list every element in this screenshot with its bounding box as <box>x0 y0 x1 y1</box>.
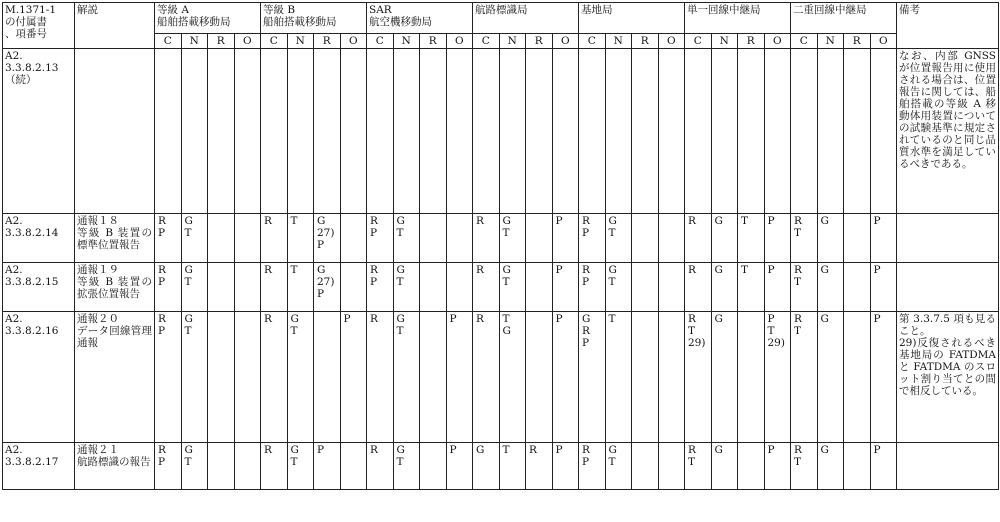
cell-sar-r <box>420 312 447 443</box>
cell-aton-o: P <box>552 443 579 490</box>
header-class-b-o: O <box>340 34 367 49</box>
cell-aton-o: P <box>552 312 579 443</box>
row-remarks: なお、内部 GNSS が位置報告用に使用される場合は、位置報告に関しては、船舶搭載の等級 A 移動体用装置についての試験基準に規定されているのと同じ品質水準を満足しているべきである。 <box>897 49 999 214</box>
header-group-simplex: 単一回線中継局 <box>685 3 791 34</box>
cell-sar-c: R P <box>367 263 394 312</box>
cell-duplex-n: G <box>817 443 844 490</box>
cell-sar-n <box>393 49 420 214</box>
header-duplex-r: R <box>844 34 871 49</box>
cell-aton-r: R <box>526 443 553 490</box>
cell-duplex-r <box>844 443 871 490</box>
cell-simplex-o: P <box>764 443 791 490</box>
row-remarks <box>897 214 999 263</box>
header-group-sar: SAR 航空機移動局 <box>367 3 473 34</box>
header-class-b-r: R <box>314 34 341 49</box>
cell-class-a-c <box>155 49 182 214</box>
cell-class-b-n: T <box>287 263 314 312</box>
cell-base-r <box>632 312 659 443</box>
cell-class-b-n <box>287 49 314 214</box>
cell-class-b-o <box>340 263 367 312</box>
cell-duplex-r <box>844 49 871 214</box>
cell-simplex-n: G <box>711 214 738 263</box>
cell-simplex-c: R <box>685 214 712 263</box>
cell-aton-n: T <box>499 443 526 490</box>
test-conformance-table <box>2 2 999 490</box>
row-remarks <box>897 443 999 490</box>
header-sar-n: N <box>393 34 420 49</box>
cell-sar-n: G T <box>393 443 420 490</box>
cell-sar-c: R <box>367 312 394 443</box>
table-row <box>3 49 999 214</box>
header-group-class-b: 等級 B 船舶搭載移動局 <box>261 3 367 34</box>
cell-base-o <box>658 214 685 263</box>
cell-duplex-c <box>791 49 818 214</box>
cell-sar-c: R <box>367 443 394 490</box>
header-simplex-o: O <box>764 34 791 49</box>
header-group-class-a: 等級 A 船舶搭載移動局 <box>155 3 261 34</box>
cell-sar-o: P <box>446 443 473 490</box>
cell-sar-o <box>446 49 473 214</box>
cell-base-o <box>658 49 685 214</box>
table-row <box>3 263 999 312</box>
cell-aton-c: R <box>473 214 500 263</box>
cell-simplex-c: R <box>685 263 712 312</box>
header-ref: M.1371-1 の付属書 、項番号 <box>3 3 75 49</box>
cell-simplex-o: P <box>764 263 791 312</box>
cell-base-r <box>632 263 659 312</box>
cell-sar-o <box>446 214 473 263</box>
row-ref: A2. 3.3.8.2.13 （続） <box>3 49 75 214</box>
cell-class-b-n: T <box>287 214 314 263</box>
cell-aton-n: G T <box>499 263 526 312</box>
cell-duplex-c: R T <box>791 214 818 263</box>
cell-class-b-o: P <box>340 312 367 443</box>
cell-duplex-o <box>870 49 897 214</box>
cell-duplex-n: G <box>817 214 844 263</box>
cell-class-b-r: G 27) P <box>314 263 341 312</box>
cell-base-r <box>632 214 659 263</box>
header-duplex-c: C <box>791 34 818 49</box>
cell-duplex-r <box>844 312 871 443</box>
cell-class-a-n: G T <box>181 312 208 443</box>
header-simplex-c: C <box>685 34 712 49</box>
table-row <box>3 214 999 263</box>
table-row <box>3 312 999 443</box>
cell-duplex-o: P <box>870 312 897 443</box>
header-class-a-c: C <box>155 34 182 49</box>
header-class-a-n: N <box>181 34 208 49</box>
cell-base-c: R P <box>579 214 606 263</box>
header-desc: 解説 <box>75 3 155 49</box>
header-base-o: O <box>658 34 685 49</box>
row-description: 通報１９ 等級 B 装置の拡張位置報告 <box>75 263 155 312</box>
cell-simplex-r: T <box>738 214 765 263</box>
table-row <box>3 443 999 490</box>
header-sar-c: C <box>367 34 394 49</box>
cell-simplex-n: G <box>711 443 738 490</box>
cell-duplex-n: G <box>817 312 844 443</box>
cell-base-r <box>632 443 659 490</box>
header-aton-o: O <box>552 34 579 49</box>
cell-class-b-r <box>314 49 341 214</box>
header-sar-o: O <box>446 34 473 49</box>
header-class-a-o: O <box>234 34 261 49</box>
cell-class-a-c: R P <box>155 312 182 443</box>
cell-aton-c: R <box>473 312 500 443</box>
cell-class-b-c: R <box>261 214 288 263</box>
cell-simplex-n <box>711 49 738 214</box>
cell-sar-c: R P <box>367 214 394 263</box>
header-class-b-n: N <box>287 34 314 49</box>
cell-class-b-n: G T <box>287 443 314 490</box>
row-ref: A2. 3.3.8.2.14 <box>3 214 75 263</box>
cell-aton-n: T G <box>499 312 526 443</box>
cell-aton-c: R <box>473 263 500 312</box>
cell-base-n <box>605 49 632 214</box>
header-base-r: R <box>632 34 659 49</box>
cell-aton-o: P <box>552 214 579 263</box>
cell-aton-r <box>526 312 553 443</box>
cell-aton-r <box>526 49 553 214</box>
cell-class-b-o <box>340 443 367 490</box>
cell-class-a-c: R P <box>155 263 182 312</box>
cell-aton-r <box>526 263 553 312</box>
cell-class-a-r <box>208 214 235 263</box>
cell-sar-n: G T <box>393 312 420 443</box>
cell-sar-o <box>446 263 473 312</box>
cell-aton-n <box>499 49 526 214</box>
header-duplex-n: N <box>817 34 844 49</box>
cell-sar-r <box>420 49 447 214</box>
cell-base-n: G T <box>605 214 632 263</box>
cell-base-c: R P <box>579 443 606 490</box>
header-base-n: N <box>605 34 632 49</box>
header-remarks: 備考 <box>897 3 999 49</box>
row-description <box>75 49 155 214</box>
cell-class-b-o <box>340 214 367 263</box>
cell-base-r <box>632 49 659 214</box>
cell-simplex-r <box>738 312 765 443</box>
header-class-b-c: C <box>261 34 288 49</box>
header-group-duplex: 二重回線中継局 <box>791 3 897 34</box>
cell-class-b-o <box>340 49 367 214</box>
header-duplex-o: O <box>870 34 897 49</box>
cell-class-a-o <box>234 49 261 214</box>
header-simplex-r: R <box>738 34 765 49</box>
cell-class-b-c: R <box>261 443 288 490</box>
cell-base-c: R P <box>579 263 606 312</box>
cell-duplex-o: P <box>870 443 897 490</box>
cell-base-n: T <box>605 312 632 443</box>
cell-class-a-c: R P <box>155 214 182 263</box>
cell-class-b-r: P <box>314 443 341 490</box>
cell-sar-c <box>367 49 394 214</box>
cell-class-a-r <box>208 443 235 490</box>
cell-simplex-c <box>685 49 712 214</box>
cell-class-a-r <box>208 312 235 443</box>
cell-class-a-o <box>234 214 261 263</box>
row-description: 通報２０ データ回線管理通報 <box>75 312 155 443</box>
cell-base-o <box>658 443 685 490</box>
cell-aton-o: P <box>552 263 579 312</box>
cell-class-a-c: R P <box>155 443 182 490</box>
cell-duplex-n <box>817 49 844 214</box>
cell-duplex-r <box>844 263 871 312</box>
cell-simplex-n: G <box>711 263 738 312</box>
cell-sar-n: G T <box>393 214 420 263</box>
cell-base-n: G T <box>605 443 632 490</box>
cell-simplex-o: P T 29) <box>764 312 791 443</box>
cell-sar-n: G T <box>393 263 420 312</box>
cell-aton-o <box>552 49 579 214</box>
header-row-groups <box>3 3 999 34</box>
cell-sar-o: P <box>446 312 473 443</box>
cell-class-a-r <box>208 263 235 312</box>
cell-base-o <box>658 263 685 312</box>
cell-class-a-o <box>234 263 261 312</box>
row-ref: A2. 3.3.8.2.16 <box>3 312 75 443</box>
cell-class-a-n: G T <box>181 263 208 312</box>
cell-class-b-r <box>314 312 341 443</box>
cell-sar-r <box>420 443 447 490</box>
cell-simplex-r <box>738 443 765 490</box>
header-aton-r: R <box>526 34 553 49</box>
cell-class-b-r: G 27) P <box>314 214 341 263</box>
cell-aton-c: G <box>473 443 500 490</box>
cell-base-n: G T <box>605 263 632 312</box>
cell-class-a-n: G T <box>181 214 208 263</box>
row-description: 通報２１ 航路標識の報告 <box>75 443 155 490</box>
header-aton-c: C <box>473 34 500 49</box>
cell-base-c <box>579 49 606 214</box>
row-remarks: 第 3.3.7.5 項も見ること。 29)反復されるべき基地局の FATDMA と FATDMA のスロット割り当てとの間で相反している。 <box>897 312 999 443</box>
table-body <box>3 49 999 490</box>
cell-class-b-c <box>261 49 288 214</box>
cell-duplex-n: G <box>817 263 844 312</box>
cell-sar-r <box>420 214 447 263</box>
cell-simplex-r <box>738 49 765 214</box>
header-aton-n: N <box>499 34 526 49</box>
header-sar-r: R <box>420 34 447 49</box>
header-simplex-n: N <box>711 34 738 49</box>
row-ref: A2. 3.3.8.2.17 <box>3 443 75 490</box>
cell-simplex-o: P <box>764 214 791 263</box>
cell-duplex-r <box>844 214 871 263</box>
header-base-c: C <box>579 34 606 49</box>
header-class-a-r: R <box>208 34 235 49</box>
cell-class-a-o <box>234 443 261 490</box>
cell-class-b-c: R <box>261 263 288 312</box>
cell-aton-c <box>473 49 500 214</box>
header-group-aton: 航路標識局 <box>473 3 579 34</box>
cell-class-a-n: G T <box>181 443 208 490</box>
row-ref: A2. 3.3.8.2.15 <box>3 263 75 312</box>
cell-duplex-c: R T <box>791 443 818 490</box>
cell-duplex-c: R T <box>791 312 818 443</box>
cell-class-b-c: R <box>261 312 288 443</box>
cell-sar-r <box>420 263 447 312</box>
cell-base-o <box>658 312 685 443</box>
cell-duplex-o: P <box>870 214 897 263</box>
cell-class-a-o <box>234 312 261 443</box>
cell-duplex-c: R T <box>791 263 818 312</box>
cell-simplex-n: G <box>711 312 738 443</box>
cell-base-c: G R P <box>579 312 606 443</box>
cell-simplex-r: T <box>738 263 765 312</box>
row-description: 通報１８ 等級 B 装置の標準位置報告 <box>75 214 155 263</box>
cell-simplex-c: R T <box>685 443 712 490</box>
cell-duplex-o: P <box>870 263 897 312</box>
cell-aton-n: G T <box>499 214 526 263</box>
cell-simplex-c: R T 29) <box>685 312 712 443</box>
cell-aton-r <box>526 214 553 263</box>
cell-class-b-n: G T <box>287 312 314 443</box>
cell-simplex-o <box>764 49 791 214</box>
header-group-base: 基地局 <box>579 3 685 34</box>
cell-class-a-r <box>208 49 235 214</box>
row-remarks <box>897 263 999 312</box>
cell-class-a-n <box>181 49 208 214</box>
